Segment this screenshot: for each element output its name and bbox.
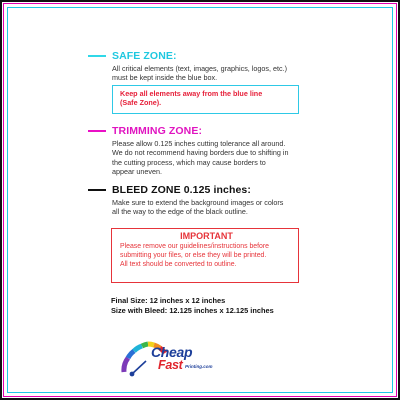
logo-word-printing: Printing.com	[185, 364, 213, 369]
bleed-zone-line: Make sure to extend the background images or colors	[112, 198, 284, 207]
trimming-zone-line: appear uneven.	[112, 167, 162, 177]
important-line: All text should be converted to outline.	[120, 261, 237, 268]
safe-zone-line: All critical elements (text, images, graphics, logos, etc.)	[112, 64, 287, 73]
safe-zone-line: must be kept inside the blue box.	[112, 73, 218, 83]
trimming-zone-dash-icon	[88, 130, 106, 132]
trimming-zone-description	[112, 139, 328, 177]
bleed-zone-heading	[88, 184, 328, 196]
safe-zone-callout	[112, 85, 299, 114]
safe-zone-dash-icon	[88, 55, 106, 57]
important-notice	[111, 228, 299, 283]
bleed-zone-section	[88, 184, 328, 217]
trimming-zone-line: the cutting process, which may cause borders to	[112, 157, 266, 167]
bleed-zone-dash-icon	[88, 189, 106, 191]
trimming-zone-line: Please allow 0.125 inches cutting tolerance all around.	[112, 139, 286, 148]
safe-zone-heading	[88, 50, 318, 62]
trimming-zone-section	[88, 125, 328, 177]
safe-callout-line: (Safe Zone).	[120, 98, 162, 108]
important-line: Please remove our guidelines/instructions before	[120, 243, 269, 250]
trimming-zone-heading	[88, 125, 328, 137]
logo-word-cheap: Cheap	[151, 344, 193, 360]
safe-zone-description	[112, 64, 318, 83]
bleed-zone-title: BLEED ZONE 0.125 inches:	[112, 184, 251, 196]
logo-word-fast: Fast	[158, 358, 183, 372]
trimming-zone-line: We do not recommend having borders due to shifting in	[112, 148, 289, 158]
cheap-fast-printing-logo	[118, 336, 218, 380]
bleed-size: Size with Bleed: 12.125 inches x 12.125 inches	[111, 306, 274, 315]
size-info	[111, 296, 274, 316]
trimming-zone-title: TRIMMING ZONE:	[112, 125, 203, 137]
bleed-zone-line: all the way to the edge of the black outline.	[112, 207, 248, 217]
bleed-zone-description	[112, 198, 328, 217]
safe-zone-section	[88, 50, 318, 83]
final-size: Final Size: 12 inches x 12 inches	[111, 296, 226, 305]
important-line: submitting your files, or else they will be printed.	[120, 252, 267, 259]
important-title: IMPORTANT	[180, 231, 233, 241]
safe-callout-line: Keep all elements away from the blue line	[120, 89, 263, 98]
important-text	[120, 242, 293, 269]
safe-zone-title: SAFE ZONE:	[112, 50, 177, 62]
